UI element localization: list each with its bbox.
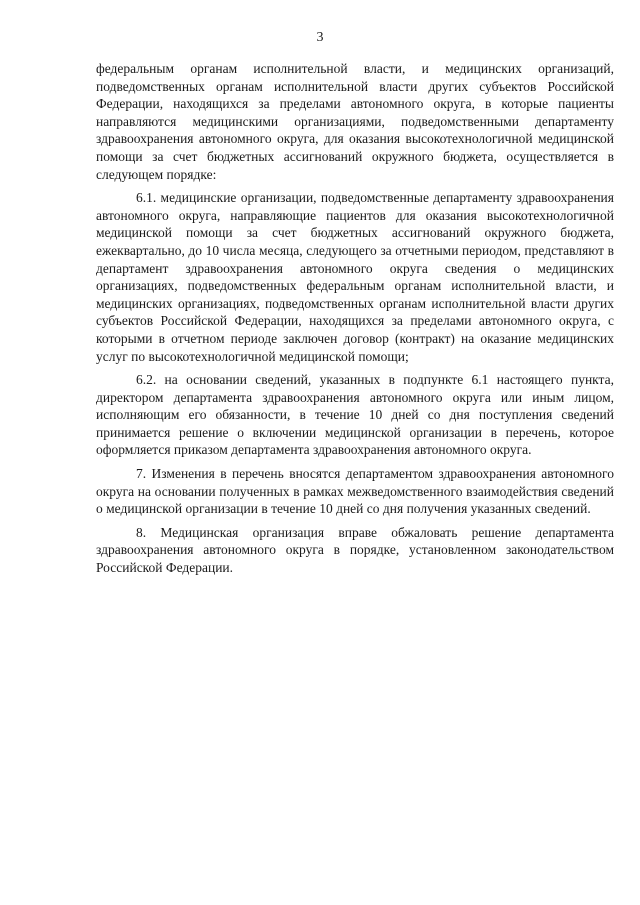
paragraph-6-2: 6.2. на основании сведений, указанных в подпункте 6.1 настоящего пункта, директором департамента здравоохранения автономного округа или иным лицом, исполняющим его обязанности, в течение 10 дней со дня поступления сведений принимается решение о включении медицинской организации в перечень, которое оформляется приказом департамента здравоохранения автономного округа. xyxy=(96,372,614,458)
paragraph-6-1: 6.1. медицинские организации, подведомственные департаменту здравоохранения автономного округа, направляющие пациентов для оказания высокотехнологичной медицинской помощи за счет бюджетных ассигнований окружного бюджета, ежеквартально, до 10 числа месяца, следующего за отчетными периодом, представляют в департамент здравоохранения автономного округа сведения о медицинских организациях, подведомственных федеральным органам исполнительной власти, и медицинских организациях, подведомственных органам исполнительной власти других субъектов Российской Федерации, находящихся за пределами автономного округа, с которыми в отчетном периоде заключен договор (контракт) на оказание медицинских услуг по высокотехнологичной медицинской помощи; xyxy=(96,190,614,364)
paragraph-continuation: федеральным органам исполнительной власти, и медицинских организаций, подведомственных органам исполнительной власти других субъектов Российской Федерации, находящихся за пределами автономного округа, в которые пациенты направляются медицинскими организациями, подведомственными департаменту здравоохранения автономного округа, для оказания высокотехнологичной медицинской помощи за счет бюджетных ассигнований окружного бюджета, осуществляется в следующем порядке: xyxy=(96,61,614,182)
paragraph-8: 8. Медицинская организация вправе обжаловать решение департамента здравоохранения автономного округа в порядке, установленном законодательством Российской Федерации. xyxy=(96,524,614,576)
document-body xyxy=(96,60,614,583)
paragraph-7: 7. Изменения в перечень вносятся департаментом здравоохранения автономного округа на основании полученных в рамках межведомственного взаимодействия сведений о медицинской организации в течение 10 дней со дня получения указанных сведений. xyxy=(96,466,614,517)
page-number: 3 xyxy=(316,30,324,45)
